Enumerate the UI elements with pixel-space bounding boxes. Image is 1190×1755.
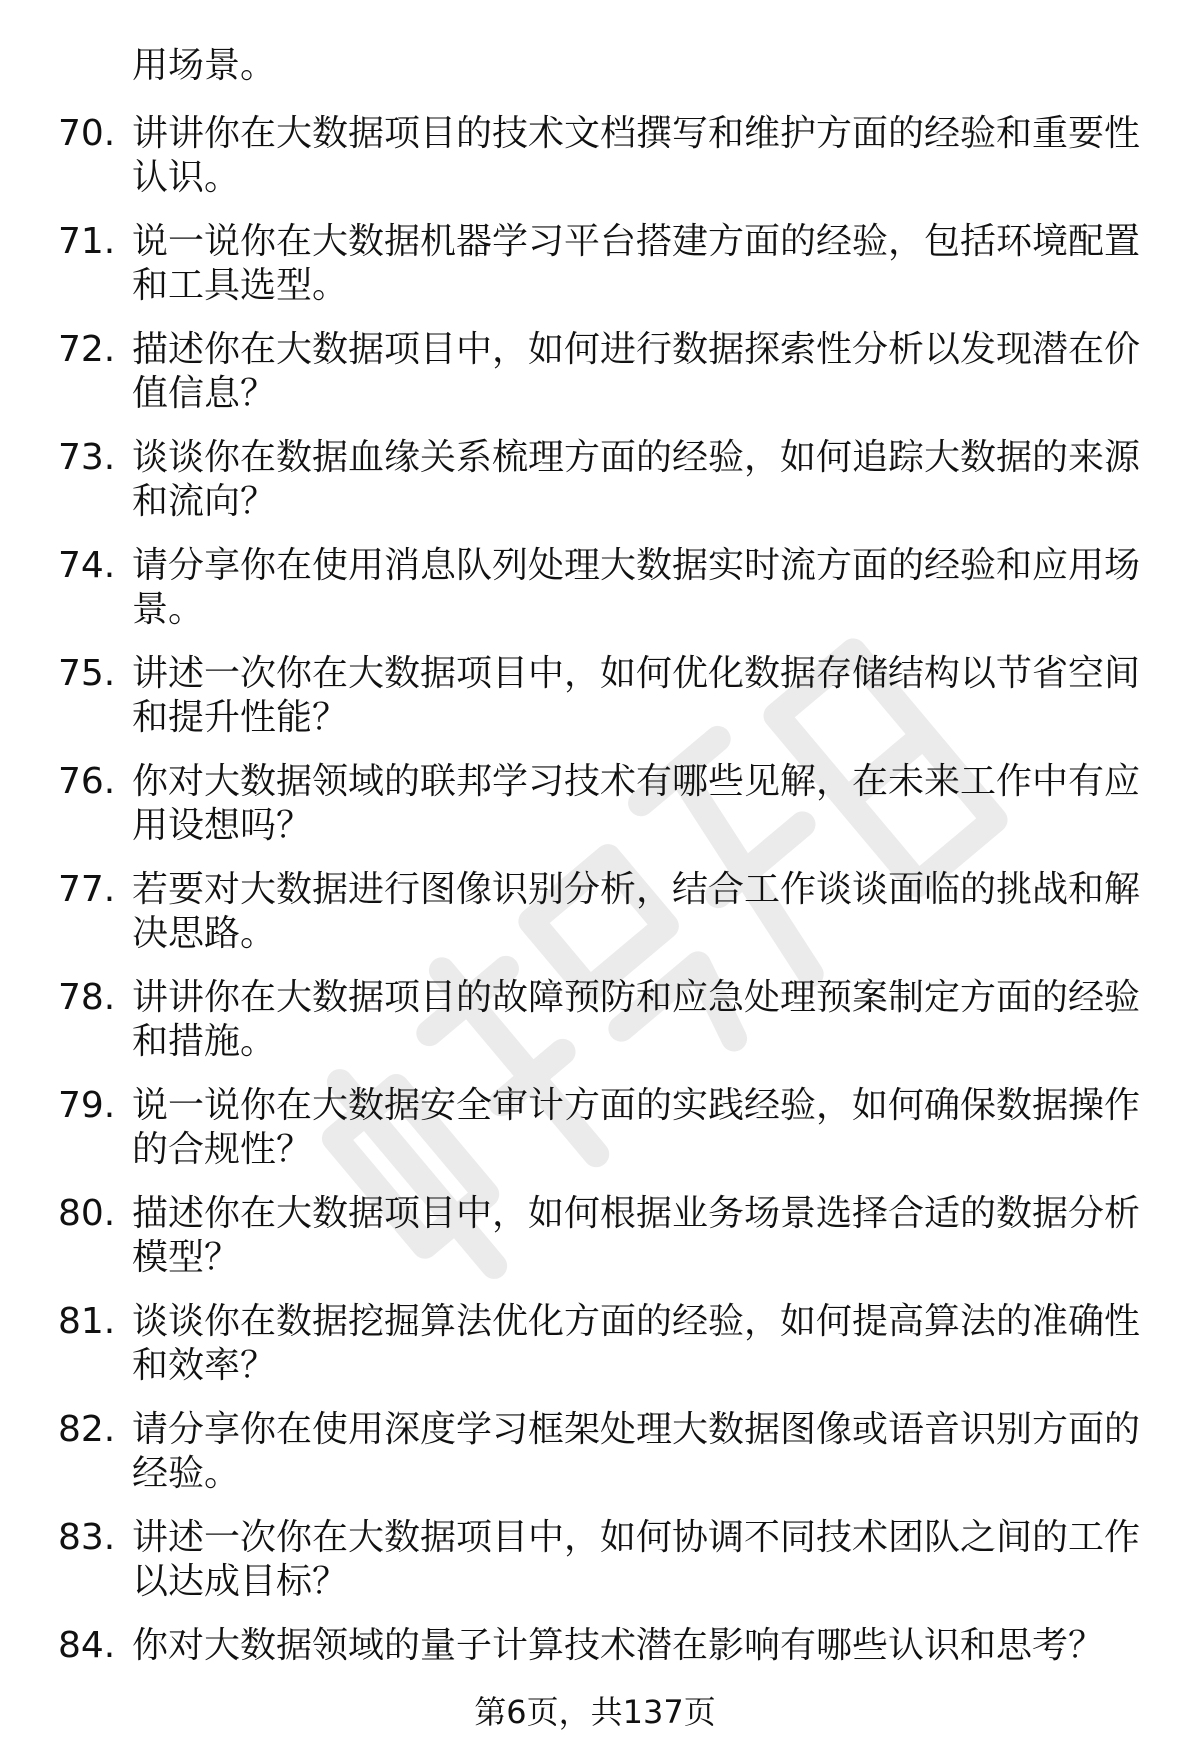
question-text: 描述你在大数据项目中，如何进行数据探索性分析以发现潜在价值信息？ xyxy=(132,329,1141,414)
question-number: 77. xyxy=(58,869,116,910)
question-item xyxy=(0,868,1190,976)
question-item xyxy=(0,1192,1190,1300)
question-text: 谈谈你在数据血缘关系梳理方面的经验，如何追踪大数据的来源和流向？ xyxy=(132,437,1141,522)
question-number: 75. xyxy=(58,653,116,694)
question-text: 若要对大数据进行图像识别分析，结合工作谈谈面临的挑战和解决思路。 xyxy=(132,869,1141,954)
question-number: 76. xyxy=(58,761,116,802)
question-item xyxy=(0,976,1190,1084)
question-text: 讲述一次你在大数据项目中，如何协调不同技术团队之间的工作以达成目标？ xyxy=(132,1517,1141,1602)
question-text: 请分享你在使用消息队列处理大数据实时流方面的经验和应用场景。 xyxy=(132,545,1141,630)
question-number: 72. xyxy=(58,329,116,370)
question-text: 说一说你在大数据安全审计方面的实践经验，如何确保数据操作的合规性？ xyxy=(132,1085,1141,1170)
question-text: 你对大数据领域的联邦学习技术有哪些见解，在未来工作中有应用设想吗？ xyxy=(132,761,1141,846)
question-item xyxy=(0,112,1190,220)
question-number: 80. xyxy=(58,1193,116,1234)
question-number: 74. xyxy=(58,545,116,586)
question-number: 78. xyxy=(58,977,116,1018)
question-number: 84. xyxy=(58,1625,116,1666)
question-number: 79. xyxy=(58,1085,116,1126)
question-list xyxy=(0,112,1190,1732)
question-number: 81. xyxy=(58,1301,116,1342)
question-item xyxy=(0,1300,1190,1408)
question-item xyxy=(0,760,1190,868)
question-text: 讲讲你在大数据项目的技术文档撰写和维护方面的经验和重要性认识。 xyxy=(132,113,1141,198)
question-item xyxy=(0,1516,1190,1624)
question-text: 谈谈你在数据挖掘算法优化方面的经验，如何提高算法的准确性和效率？ xyxy=(132,1301,1141,1386)
question-text: 描述你在大数据项目中，如何根据业务场景选择合适的数据分析模型？ xyxy=(132,1193,1141,1278)
question-text: 说一说你在大数据机器学习平台搭建方面的经验，包括环境配置和工具选型。 xyxy=(132,221,1141,306)
question-item xyxy=(0,220,1190,328)
question-number: 71. xyxy=(58,221,116,262)
question-number: 73. xyxy=(58,437,116,478)
question-item xyxy=(0,652,1190,760)
question-number: 83. xyxy=(58,1517,116,1558)
question-text: 你对大数据领域的量子计算技术潜在影响有哪些认识和思考？ xyxy=(132,1625,1105,1666)
question-number: 70. xyxy=(58,113,116,154)
question-item xyxy=(0,544,1190,652)
question-item xyxy=(0,328,1190,436)
question-item xyxy=(0,1084,1190,1192)
question-item xyxy=(0,436,1190,544)
question-text: 讲述一次你在大数据项目中，如何优化数据存储结构以节省空间和提升性能？ xyxy=(132,653,1141,738)
page-footer: 第6页，共137页 xyxy=(474,1693,716,1731)
question-text: 讲讲你在大数据项目的故障预防和应急处理预案制定方面的经验和措施。 xyxy=(132,977,1141,1062)
question-number: 82. xyxy=(58,1409,116,1450)
question-item xyxy=(0,1408,1190,1516)
question-text: 请分享你在使用深度学习框架处理大数据图像或语音识别方面的经验。 xyxy=(132,1409,1141,1494)
continuation-text: 用场景。 xyxy=(132,45,277,86)
